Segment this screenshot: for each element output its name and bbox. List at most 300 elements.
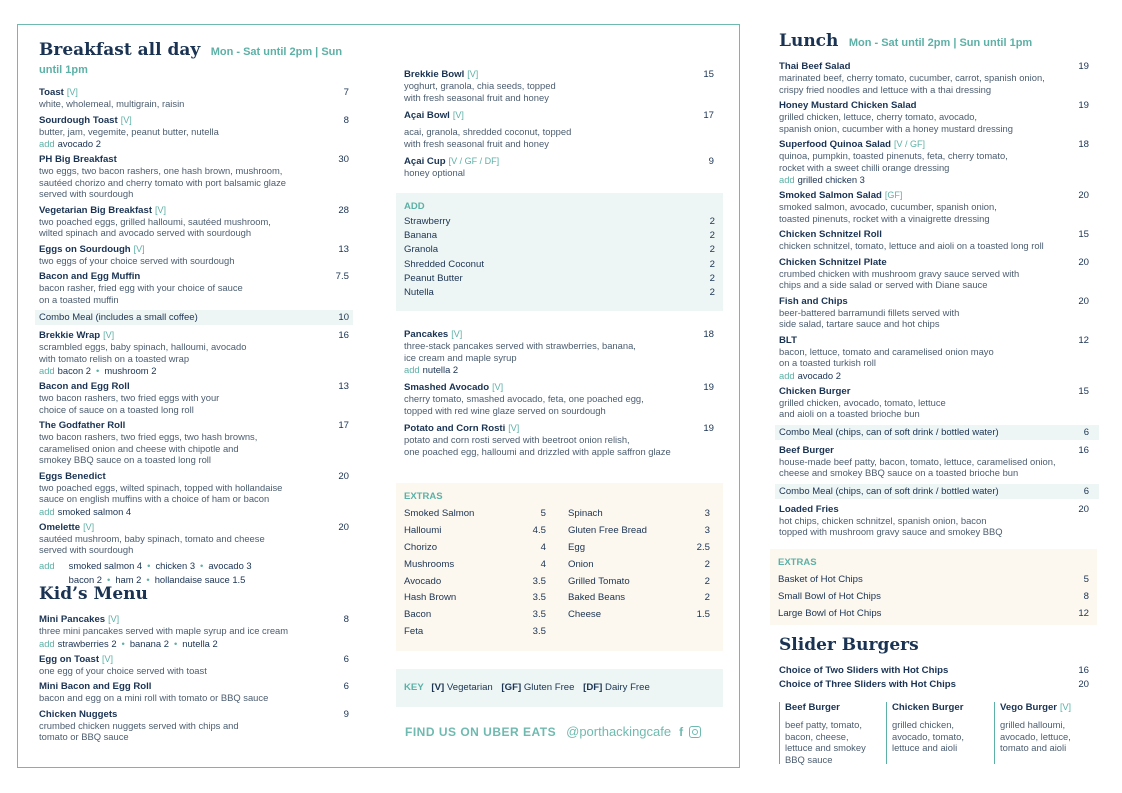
extras-name: Mushrooms: [404, 558, 455, 570]
menu-item: [779, 386, 1089, 420]
item-name: Bacon and Egg Muffin: [39, 271, 141, 282]
kids-menu-title: Kid’s Menu: [39, 584, 148, 604]
extras-row: [778, 591, 1089, 608]
item-price: 13: [338, 381, 349, 392]
item-price: 13: [338, 243, 349, 255]
add-on-text: hollandaise sauce 1.5: [154, 573, 246, 585]
extras-name: Large Bowl of Hot Chips: [778, 607, 882, 619]
extras-row: [568, 559, 710, 576]
separator-dot: •: [107, 573, 111, 585]
item-tag: [V]: [492, 382, 504, 392]
item-name: Mini Bacon and Egg Roll: [39, 681, 152, 692]
add-word: add: [779, 369, 795, 381]
extras-price: 3: [704, 524, 710, 536]
menu-item: [779, 229, 1089, 252]
extras-name: Smoked Salmon: [404, 508, 475, 519]
instagram-icon[interactable]: [689, 726, 701, 738]
item-description: cherry tomato, smashed avocado, feta, one poached egg, topped with red wine glaze served on sourdough: [404, 393, 644, 416]
extras-name: Grilled Tomato: [568, 575, 630, 587]
add-on-text: bacon 2: [57, 365, 92, 376]
extras-name: Baked Beans: [568, 592, 626, 604]
item-price: 6: [343, 653, 349, 665]
item-price: 28: [338, 204, 349, 216]
bowls-section: [404, 69, 714, 184]
item-description: bacon and egg on a mini roll with tomato or BBQ sauce: [39, 692, 269, 703]
extras-price: 3.5: [532, 592, 546, 604]
slider-option-name: Choice of Three Sliders with Hot Chips: [779, 679, 956, 690]
combo-meal-row: [775, 484, 1099, 499]
add-word: add: [39, 138, 55, 149]
item-tag: [V]: [155, 204, 167, 215]
add-row-price: 2: [709, 286, 715, 298]
item-add-on: [39, 638, 349, 649]
separator-dot: •: [146, 573, 150, 585]
item-price: 18: [1078, 139, 1089, 150]
menu-item: [39, 522, 349, 585]
extras-name: Avocado: [404, 575, 442, 587]
add-box: [396, 193, 723, 311]
menu-item: [404, 423, 714, 457]
add-row-name: Peanut Butter: [404, 272, 463, 284]
menu-item: [404, 110, 714, 149]
facebook-icon[interactable]: f: [679, 724, 684, 739]
item-name: Eggs Benedict: [39, 470, 106, 482]
item-tag: [V]: [120, 114, 132, 125]
extras-name: Spinach: [568, 508, 603, 519]
menu-item: [779, 190, 1089, 224]
separator-dot: •: [96, 365, 100, 376]
item-price: 30: [338, 154, 349, 165]
menu-item: [39, 681, 349, 704]
item-description: marinated beef, cherry tomato, cucumber, carrot, spanish onion, crispy fried noodles and lettuce with a thai dressing: [779, 72, 1045, 95]
key-title: KEY: [404, 682, 424, 693]
item-name: Mini Pancakes: [39, 614, 106, 625]
item-price: 19: [703, 423, 714, 434]
add-row-price: 2: [709, 244, 715, 256]
extras-row: [404, 559, 546, 576]
item-tag: [V]: [102, 653, 114, 664]
item-price: 19: [1078, 100, 1089, 111]
add-row-name: Shredded Coconut: [404, 258, 485, 270]
item-name: Açai Bowl: [404, 110, 450, 121]
item-add-on: [39, 138, 349, 149]
extras-box: [396, 483, 723, 651]
extras-price: 4.5: [532, 524, 546, 536]
slider-type-vego: [994, 702, 1100, 764]
item-description: crumbed chicken with mushroom gravy sauce served with chips and a side salad or served with Diane sauce: [779, 267, 1020, 290]
add-row: [404, 259, 715, 273]
extras-columns: [404, 508, 715, 643]
menu-item: [39, 330, 349, 376]
extras-row: [778, 574, 1089, 591]
item-name: Chicken Schnitzel Roll: [779, 229, 882, 240]
menu-item: [39, 654, 349, 677]
item-description: one egg of your choice served with toast: [39, 664, 207, 676]
menu-item: [404, 329, 714, 375]
item-tag: [V]: [103, 330, 115, 340]
slider-type-name-text: Vego Burger: [1000, 702, 1058, 713]
add-word: add: [39, 559, 55, 571]
extras-row: [568, 609, 710, 626]
key-gf-code: [GF]: [501, 682, 522, 693]
item-name: Sourdough Toast: [39, 114, 118, 126]
add-row: [404, 273, 715, 287]
item-name: Potato and Corn Rosti: [404, 423, 506, 434]
item-description: crumbed chicken nuggets served with chips and tomato or BBQ sauce: [39, 719, 239, 742]
add-row-name: Granola: [404, 244, 439, 256]
extras-row: [404, 592, 546, 609]
item-tag: [V / GF]: [893, 139, 925, 149]
item-tag: [GF]: [884, 190, 903, 200]
lunch-title: Lunch: [779, 31, 839, 51]
uber-eats-text: FIND US ON UBER EATS: [405, 724, 557, 739]
lunch-header: [779, 31, 1089, 51]
add-word: add: [404, 364, 420, 375]
item-description: acai, granola, shredded coconut, topped with fresh seasonal fruit and honey: [404, 126, 572, 149]
omelette-add-ons: [39, 560, 349, 585]
lunch-extras-title: EXTRAS: [778, 557, 817, 568]
key-df-code: [DF]: [583, 682, 603, 693]
extras-row: [568, 525, 710, 542]
item-price: 20: [1078, 190, 1089, 201]
menu-item: [779, 504, 1089, 538]
slider-option: [779, 665, 1089, 676]
item-price: 8: [343, 614, 349, 625]
add-on-text: grilled chicken 3: [797, 174, 865, 185]
item-price: 20: [1078, 256, 1089, 268]
item-price: 20: [338, 470, 349, 482]
breakfast-header: [39, 40, 349, 78]
add-on-text: nutella 2: [182, 637, 218, 649]
item-description: two eggs, two bacon rashers, one hash brown, mushroom, sautéed chorizo and cherry tomato with port balsamic glaze served with sourdough: [39, 165, 287, 199]
menu-item: [39, 614, 349, 649]
menu-item: [39, 471, 349, 517]
extras-price: 3: [704, 508, 710, 519]
item-description: two eggs of your choice served with sourdough: [39, 254, 235, 266]
item-name: Honey Mustard Chicken Salad: [779, 100, 917, 111]
add-word: add: [39, 637, 55, 649]
extras-price: 5: [540, 508, 546, 519]
add-row: [404, 230, 715, 244]
item-tag: [V]: [508, 423, 520, 433]
extras-right-column: [568, 508, 710, 643]
item-tag: [V]: [451, 329, 463, 339]
extras-row: [404, 508, 546, 525]
extras-name: Halloumi: [404, 524, 442, 536]
item-tag: [V]: [452, 110, 464, 120]
item-name: Chicken Nuggets: [39, 708, 118, 720]
item-description: three-stack pancakes served with strawberries, banana, ice cream and maple syrup: [404, 340, 636, 363]
item-price: 19: [703, 382, 714, 393]
item-tag: [V]: [467, 69, 479, 79]
item-name: Bacon and Egg Roll: [39, 381, 130, 392]
extras-name: Bacon: [404, 609, 432, 621]
extras-row: [404, 626, 546, 643]
lunch-extras-box: [770, 549, 1097, 625]
slider-burgers-title: Slider Burgers: [779, 635, 919, 655]
add-row-price: 2: [709, 230, 715, 242]
item-tag: [V / GF / DF]: [448, 156, 500, 166]
separator-dot: •: [200, 559, 204, 571]
item-tag: [V]: [108, 614, 120, 624]
slider-burgers-section: [779, 635, 1089, 690]
extras-row: [568, 542, 710, 559]
extras-name: Basket of Hot Chips: [778, 574, 863, 585]
combo-price: 6: [1083, 485, 1089, 497]
extras-price: 2: [704, 575, 710, 587]
slider-option-price: 20: [1078, 679, 1089, 690]
extras-price: 12: [1078, 607, 1089, 619]
extras-row: [568, 592, 710, 609]
add-row: [404, 287, 715, 301]
extras-name: Cheese: [568, 609, 602, 621]
extras-price: 3.5: [532, 575, 546, 587]
combo-label: Combo Meal (chips, can of soft drink / bottled water): [779, 485, 999, 497]
item-description: two bacon rashers, two fried eggs, two hash browns, caramelised onion and cheese with chipotle and smokey BBQ sauce on a toasted long roll: [39, 431, 258, 465]
extras-row: [404, 576, 546, 593]
item-name: BLT: [779, 334, 797, 346]
add-on-text: avocado 2: [797, 369, 841, 381]
item-description: smoked salmon, avocado, cucumber, spanish onion, toasted pinenuts, rocket with a vinaigrette dressing: [779, 201, 997, 224]
menu-item: [39, 87, 349, 110]
item-name: Egg on Toast: [39, 653, 100, 665]
item-name: Brekkie Wrap: [39, 330, 101, 341]
item-price: 15: [1078, 385, 1089, 397]
item-description: two poached eggs, wilted spinach, topped with hollandaise sauce on english muffins with a choice of ham or bacon: [39, 481, 283, 504]
item-name: PH Big Breakfast: [39, 154, 117, 165]
add-on-text: ham 2: [115, 573, 142, 585]
combo-price: 6: [1083, 426, 1089, 438]
add-on-text: nutella 2: [422, 364, 459, 375]
menu-item: [39, 420, 349, 466]
item-name: Chicken Schnitzel Plate: [779, 256, 887, 268]
add-row: [404, 216, 715, 230]
slider-type-description: grilled halloumi, avocado, lettuce, tomato and aioli: [1000, 719, 1071, 753]
item-description: hot chips, chicken schnitzel, spanish onion, bacon topped with mushroom gravy sauce and smokey BBQ: [779, 514, 1003, 537]
item-tag: [V]: [66, 87, 78, 97]
add-row-price: 2: [709, 216, 715, 227]
slider-type-description: grilled chicken, avocado, tomato, lettuce and aioli: [892, 719, 964, 753]
add-on-text: mushroom 2: [104, 365, 157, 376]
menu-item: [779, 445, 1089, 479]
extras-row: [568, 576, 710, 593]
menu-item: [404, 69, 714, 103]
item-name: Beef Burger: [779, 444, 834, 456]
add-row-name: Nutella: [404, 286, 434, 298]
add-on-text: strawberries 2: [57, 637, 117, 649]
item-description: beer-battered barramundi fillets served with side salad, tartare sauce and hot chips: [779, 306, 960, 329]
key-gf-label: Gluten Free: [523, 682, 575, 693]
menu-item: [779, 61, 1089, 95]
item-name: Brekkie Bowl: [404, 69, 465, 80]
item-description: yoghurt, granola, chia seeds, topped with fresh seasonal fruit and honey: [404, 80, 556, 103]
menu-item: [39, 271, 349, 305]
slider-type-chicken: [886, 702, 992, 764]
menu-item: [39, 381, 349, 415]
separator-dot: •: [121, 637, 125, 649]
footer-social: [405, 724, 725, 739]
add-row: [404, 244, 715, 258]
item-description: grilled chicken, lettuce, cherry tomato, avocado, spanish onion, cucumber with a honey mustard dressing: [779, 111, 1013, 134]
menu-item: [779, 257, 1089, 291]
item-name: Smashed Avocado: [404, 382, 490, 393]
extras-name: Small Bowl of Hot Chips: [778, 590, 881, 602]
slider-type-description: beef patty, tomato, bacon, cheese, lettuce and smokey BBQ sauce: [785, 719, 866, 765]
menu-item: [39, 154, 349, 200]
add-row-price: 2: [709, 258, 715, 270]
breakfast-hours: Mon - Sat until 2pm | Sun until 1pm: [39, 46, 343, 76]
extras-row: [778, 608, 1089, 625]
slider-type-name: Chicken Burger: [892, 702, 964, 713]
item-description: three mini pancakes served with maple syrup and ice cream: [39, 625, 289, 636]
add-on-text: chicken 3: [155, 559, 196, 571]
item-description: grilled chicken, avocado, tomato, lettuce and aioli on a toasted brioche bun: [779, 396, 946, 419]
add-word: add: [39, 365, 55, 376]
item-price: 12: [1078, 334, 1089, 346]
key-v-label: Vegetarian: [446, 682, 493, 693]
extras-price: 2: [704, 592, 710, 604]
slider-type-name: [1000, 702, 1100, 713]
item-description: quinoa, pumpkin, toasted pinenuts, feta, cherry tomato, rocket with a sweet chilli orange dressing: [779, 150, 1008, 173]
item-name: Smoked Salmon Salad: [779, 190, 882, 201]
key-v-code: [V]: [431, 682, 445, 693]
item-price: 6: [343, 681, 349, 692]
menu-item: [404, 156, 714, 179]
extras-price: 1.5: [696, 609, 710, 621]
menu-item: [779, 139, 1089, 185]
extras-row: [404, 542, 546, 559]
item-add-on: [779, 370, 1089, 381]
extras-price: 4: [540, 558, 546, 570]
item-tag: [V]: [1060, 702, 1072, 712]
menu-item: [779, 100, 1089, 134]
item-description: bacon rasher, fried egg with your choice of sauce on a toasted muffin: [39, 282, 243, 305]
extras-price: 2.5: [696, 541, 710, 553]
extras-name: Feta: [404, 626, 424, 638]
extras-name: Egg: [568, 541, 586, 553]
lunch-hours: Mon - Sat until 2pm | Sun until 1pm: [848, 37, 1033, 49]
add-word: add: [779, 174, 795, 185]
item-price: 17: [338, 420, 349, 431]
combo-meal-row: [35, 310, 353, 325]
item-price: 20: [338, 521, 349, 533]
combo-label: Combo Meal (chips, can of soft drink / bottled water): [779, 426, 999, 438]
extras-row: [568, 508, 710, 525]
item-price: 16: [1078, 444, 1089, 456]
separator-dot: •: [173, 637, 178, 649]
add-box-title: ADD: [404, 201, 425, 212]
extras-price: 4: [540, 541, 546, 553]
item-name: Thai Beef Salad: [779, 61, 851, 72]
item-add-on: [779, 174, 1089, 185]
item-name: The Godfather Roll: [39, 420, 126, 431]
dietary-key: [396, 669, 723, 707]
menu-item: [39, 115, 349, 150]
extras-price: 5: [1083, 574, 1089, 585]
combo-price: 10: [338, 312, 349, 323]
combo-meal-row: [775, 425, 1099, 440]
separator-dot: •: [147, 559, 151, 571]
extras-row: [404, 525, 546, 542]
breakfast-title: Breakfast all day: [39, 40, 201, 60]
slider-type-name: Beef Burger: [785, 702, 840, 713]
combo-label: Combo Meal (includes a small coffee): [39, 312, 198, 323]
item-price: 7.5: [335, 271, 349, 282]
item-description: house-made beef patty, bacon, tomato, lettuce, caramelised onion, cheese and smokey BBQ sauce on a toasted brioche bun: [779, 455, 1056, 478]
item-description: chicken schnitzel, tomato, lettuce and aioli on a toasted long roll: [779, 240, 1044, 251]
item-price: 16: [338, 330, 349, 341]
lunch-column: [779, 31, 1089, 543]
extras-row: [404, 609, 546, 626]
item-price: 20: [1078, 503, 1089, 515]
item-name: Pancakes: [404, 329, 449, 340]
item-description: honey optional: [404, 167, 465, 178]
extras-left-column: [404, 508, 546, 643]
item-add-on: [39, 506, 349, 517]
slider-option-price: 16: [1078, 665, 1089, 676]
menu-item: [404, 382, 714, 416]
key-df-label: Dairy Free: [605, 682, 650, 693]
add-on-text: banana 2: [129, 637, 169, 649]
add-on-text: avocado 2: [57, 138, 101, 149]
item-description: scrambled eggs, baby spinach, halloumi, avocado with tomato relish on a toasted wrap: [39, 341, 247, 364]
add-row-name: Banana: [404, 230, 438, 242]
item-tag: [V]: [133, 243, 145, 254]
item-price: 17: [703, 110, 714, 121]
item-name: Vegetarian Big Breakfast: [39, 204, 153, 216]
add-on-text: smoked salmon 4: [68, 559, 143, 571]
extras-title: EXTRAS: [404, 491, 443, 502]
add-on-text: avocado 3: [208, 559, 252, 571]
item-add-on: [404, 364, 714, 375]
extras-price: 3.5: [532, 626, 546, 638]
item-name: Omelette: [39, 521, 81, 533]
add-row-price: 2: [709, 272, 715, 284]
item-name: Loaded Fries: [779, 503, 839, 515]
item-price: 20: [1078, 295, 1089, 307]
item-description: bacon, lettuce, tomato and caramelised onion mayo on a toasted turkish roll: [779, 345, 994, 368]
item-price: 9: [343, 708, 349, 720]
extras-name: Hash Brown: [404, 592, 457, 604]
item-description: potato and corn rosti served with beetroot onion relish, one poached egg, halloumi and drizzled with apple saffron glaze: [404, 434, 671, 457]
menu-item: [779, 296, 1089, 330]
slider-option-name: Choice of Two Sliders with Hot Chips: [779, 665, 949, 676]
item-add-on: [39, 365, 349, 376]
slider-type-beef: [779, 702, 885, 764]
extras-price: 2: [704, 558, 710, 570]
add-on-text: smoked salmon 4: [57, 505, 132, 517]
extras-price: 3.5: [532, 609, 546, 621]
add-row-name: Strawberry: [404, 216, 451, 227]
add-word: add: [39, 505, 55, 517]
menu-item: [779, 335, 1089, 381]
item-price: 18: [703, 329, 714, 340]
menu-item: [39, 709, 349, 743]
kids-menu-column: [39, 584, 349, 748]
item-price: 15: [703, 69, 714, 80]
item-price: 7: [343, 87, 349, 98]
item-description: butter, jam, vegemite, peanut butter, nutella: [39, 125, 219, 137]
menu-item: [39, 244, 349, 267]
extras-name: Chorizo: [404, 541, 438, 553]
item-name: Eggs on Sourdough: [39, 243, 131, 255]
item-name: Superfood Quinoa Salad: [779, 139, 891, 150]
item-description: sautéed mushroom, baby spinach, tomato and cheese served with sourdough: [39, 532, 265, 555]
item-name: Açai Cup: [404, 156, 446, 167]
instagram-handle[interactable]: @porthackingcafe: [566, 724, 672, 739]
item-name: Fish and Chips: [779, 295, 848, 307]
item-price: 19: [1078, 61, 1089, 72]
